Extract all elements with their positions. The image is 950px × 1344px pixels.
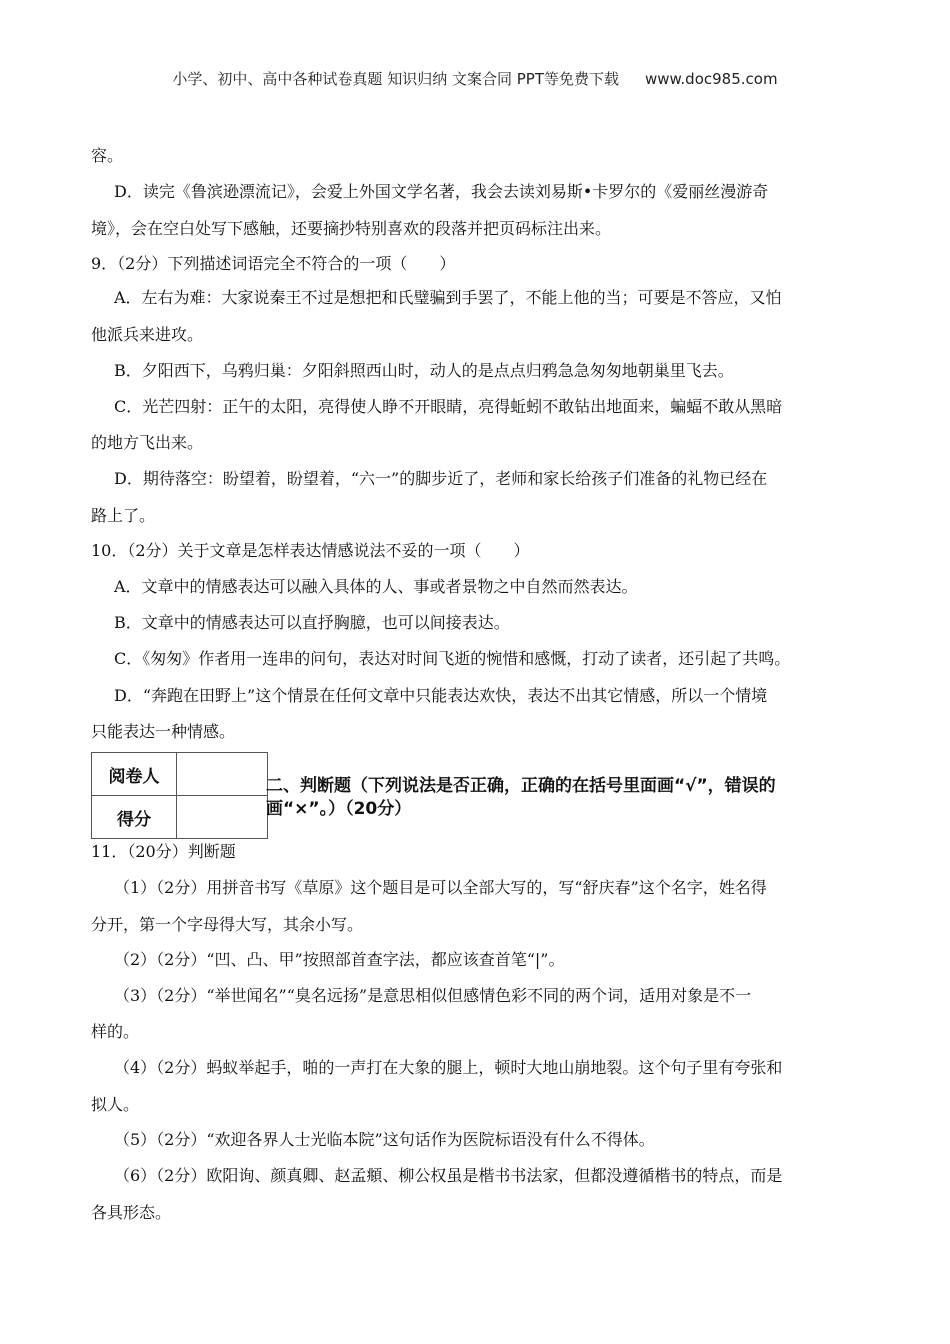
sub-question-6: （6）（2分）欧阳询、颜真卿、赵孟頫、柳公权虽是楷书书法家，但都没遵循楷书的特点，而是 bbox=[114, 1166, 783, 1185]
sub-question-4: （4）（2分）蚂蚁举起手，啪的一声打在大象的腿上，顿时大地山崩地裂。这个句子里有夸张和 bbox=[114, 1058, 783, 1077]
section-title-line2: 画“×”。）（20分） bbox=[266, 799, 412, 819]
text-line: 的地方飞出来。 bbox=[91, 433, 204, 452]
option-b-q10: B．文章中的情感表达可以直抒胸臆，也可以间接表达。 bbox=[114, 613, 510, 632]
section-title-line1: 二、判断题（下列说法是否正确，正确的在括号里面画“√”，错误的 bbox=[266, 776, 776, 796]
question-9: 9．（2分）下列描述词语完全不符合的一项（ ） bbox=[91, 254, 456, 273]
text-line: 拟人。 bbox=[91, 1095, 140, 1114]
option-d-q9: D．期待落空：盼望着，盼望着，“六一”的脚步近了，老师和家长给孩子们准备的礼物已经在 bbox=[114, 469, 768, 488]
option-d-q10: D．“奔跑在田野上”这个情景在任何文章中只能表达欢快，表达不出其它情感，所以一个情境 bbox=[114, 686, 768, 705]
score-field[interactable] bbox=[177, 796, 268, 839]
text-line: 各具形态。 bbox=[91, 1203, 172, 1222]
option-d-q8: D．读完《鲁滨逊漂流记》，会爱上外国文学名著，我会去读刘易斯•卡罗尔的《爱丽丝漫游奇 bbox=[114, 182, 769, 201]
option-c-q9: C．光芒四射：正午的太阳，亮得使人睁不开眼睛，亮得蚯蚓不敢钻出地面来，蝙蝠不敢从黑暗 bbox=[114, 397, 783, 416]
sub-question-3: （3）（2分）“举世闻名”“臭名远扬”是意思相似但感情色彩不同的两个词，适用对象是不一 bbox=[114, 986, 752, 1005]
text-line: 他派兵来进攻。 bbox=[91, 325, 204, 344]
text-line: 境》，会在空白处写下感触，还要摘抄特别喜欢的段落并把页码标注出来。 bbox=[91, 219, 612, 238]
text-line: 分开，第一个字母得大写，其余小写。 bbox=[91, 915, 364, 934]
option-a-q10: A．文章中的情感表达可以融入具体的人、事或者景物之中自然而然表达。 bbox=[114, 577, 638, 596]
header-url[interactable]: www.doc985.com bbox=[644, 70, 778, 88]
page-header bbox=[0, 68, 950, 89]
option-b-q9: B．夕阳西下，乌鸦归巢：夕阳斜照西山时，动人的是点点归鸦急急匆匆地朝巢里飞去。 bbox=[114, 361, 734, 380]
sub-question-2: （2）（2分）“凹、凸、甲”按照部首查字法，都应该查首笔“|”。 bbox=[114, 950, 565, 969]
text-line: 只能表达一种情感。 bbox=[91, 722, 236, 741]
option-a-q9: A．左右为难：大家说秦王不过是想把和氏璧骗到手罢了，不能上他的当；可要是不答应，又怕 bbox=[114, 288, 782, 307]
text-line: 路上了。 bbox=[91, 506, 156, 525]
score-label: 得分 bbox=[92, 796, 177, 839]
sub-question-5: （5）（2分）“欢迎各界人士光临本院”这句话作为医院标语没有什么不得体。 bbox=[114, 1130, 655, 1149]
option-c-q10: C．《匆匆》作者用一连串的问句，表达对时间飞逝的惋惜和感慨，打动了读者，还引起了共鸣。 bbox=[114, 649, 791, 668]
sub-question-1: （1）（2分）用拼音书写《草原》这个题目是可以全部大写的，写“舒庆春”这个名字，姓名得 bbox=[114, 878, 767, 897]
text-line: 样的。 bbox=[91, 1022, 140, 1041]
text-line: 容。 bbox=[91, 146, 124, 165]
question-11: 11．（20分）判断题 bbox=[91, 842, 236, 861]
reviewer-label: 阅卷人 bbox=[92, 753, 177, 796]
question-10: 10．（2分）关于文章是怎样表达情感说法不妥的一项（ ） bbox=[91, 541, 530, 560]
reviewer-field[interactable] bbox=[177, 753, 268, 796]
grader-box bbox=[91, 752, 268, 839]
header-text: 小学、初中、高中各种试卷真题 知识归纳 文案合同 PPT等免费下载 bbox=[172, 70, 619, 88]
